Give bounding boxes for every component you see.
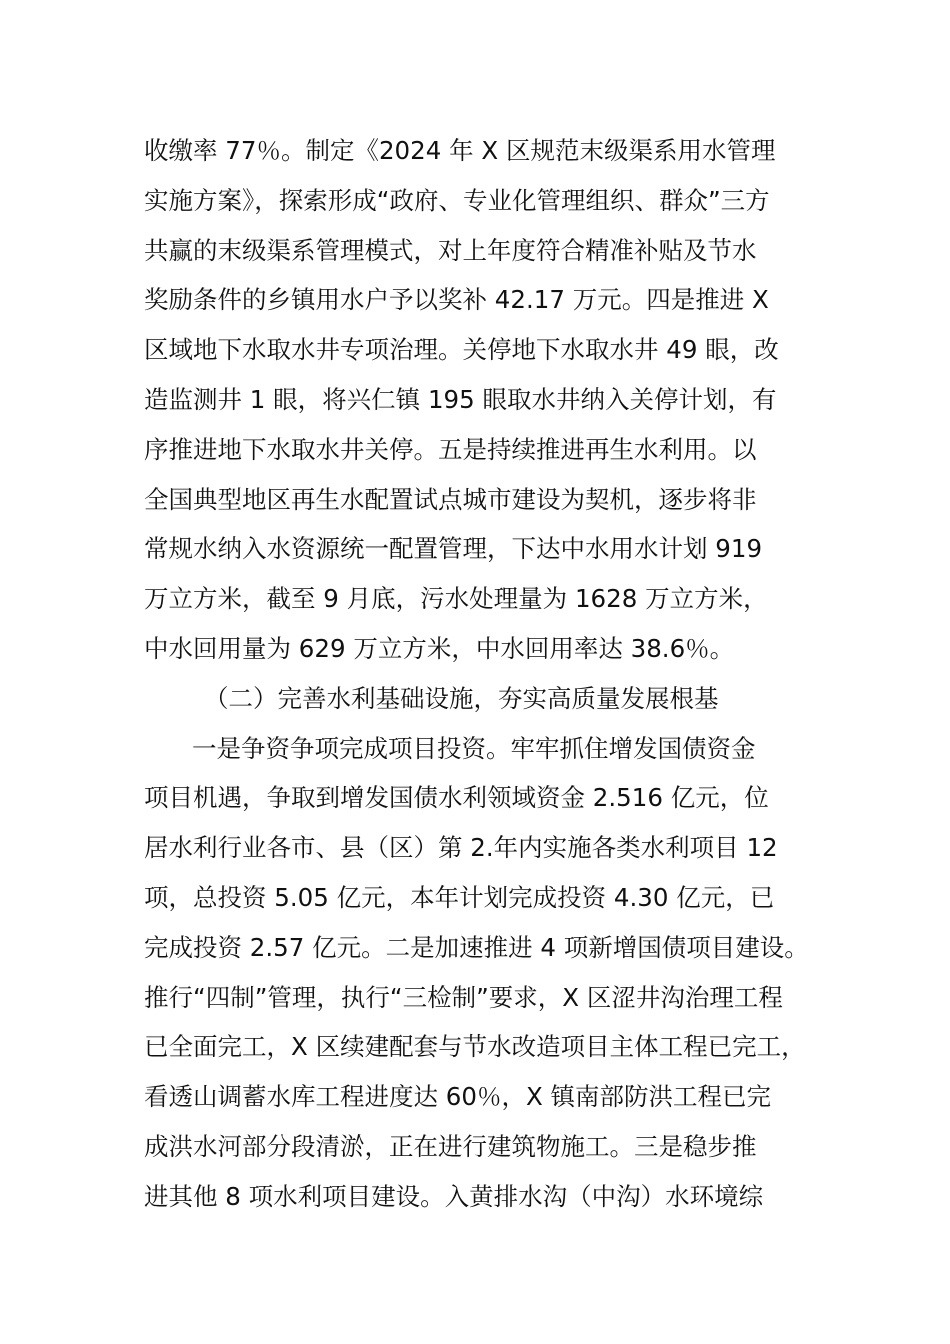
body-line-13: 一是争资争项完成项目投资。牢牢抓住增发国债资金 (192, 733, 756, 763)
body-line-3: 共赢的末级渠系管理模式，对上年度符合精准补贴及节水 (144, 235, 757, 265)
body-line-15: 居水利行业各市、县（区）第 2.年内实施各类水利项目 12 (144, 833, 778, 863)
body-line-20: 看透山调蓄水库工程进度达 60％，X 镇南部防洪工程已完 (144, 1082, 772, 1112)
body-line-5: 区域地下水取水井专项治理。关停地下水取水井 49 眼，改 (144, 335, 779, 365)
body-line-1: 收缴率 77％。制定《2024 年 X 区规范末级渠系用水管理 (144, 136, 776, 165)
body-line-4: 奖励条件的乡镇用水户予以奖补 42.17 万元。四是推进 X (144, 285, 769, 315)
body-line-21: 成洪水河部分段清淤，正在进行建筑物施工。三是稳步推 (144, 1131, 757, 1161)
body-line-18: 推行“四制”管理，执行“三检制”要求，X 区涩井沟治理工程 (144, 982, 783, 1012)
body-line-14: 项目机遇，争取到增发国债水利领域资金 2.516 亿元，位 (144, 783, 769, 813)
body-line-9: 常规水纳入水资源统一配置管理，下达中水用水计划 919 (144, 534, 763, 564)
body-line-22: 进其他 8 项水利项目建设。入黄排水沟（中沟）水环境综 (144, 1181, 764, 1211)
body-line-10: 万立方米，截至 9 月底，污水处理量为 1628 万立方米， (144, 584, 768, 614)
body-line-17: 完成投资 2.57 亿元。二是加速推进 4 项新增国债项目建设。 (144, 932, 809, 962)
body-line-8: 全国典型地区再生水配置试点城市建设为契机，逐步将非 (144, 484, 757, 514)
body-line-7: 序推进地下水取水井关停。五是持续推进再生水利用。以 (144, 434, 757, 464)
body-line-2: 实施方案》，探索形成“政府、专业化管理组织、群众”三方 (144, 185, 770, 215)
body-line-11: 中水回用量为 629 万立方米，中水回用率达 38.6％。 (144, 633, 735, 663)
document-body (144, 126, 844, 1222)
section-heading: （二）完善水利基础设施，夯实高质量发展根基 (204, 683, 719, 713)
body-line-16: 项，总投资 5.05 亿元，本年计划完成投资 4.30 亿元，已 (144, 882, 775, 912)
body-line-19: 已全面完工，X 区续建配套与节水改造项目主体工程已完工， (144, 1032, 806, 1062)
body-line-6: 造监测井 1 眼，将兴仁镇 195 眼取水井纳入关停计划，有 (144, 384, 777, 414)
